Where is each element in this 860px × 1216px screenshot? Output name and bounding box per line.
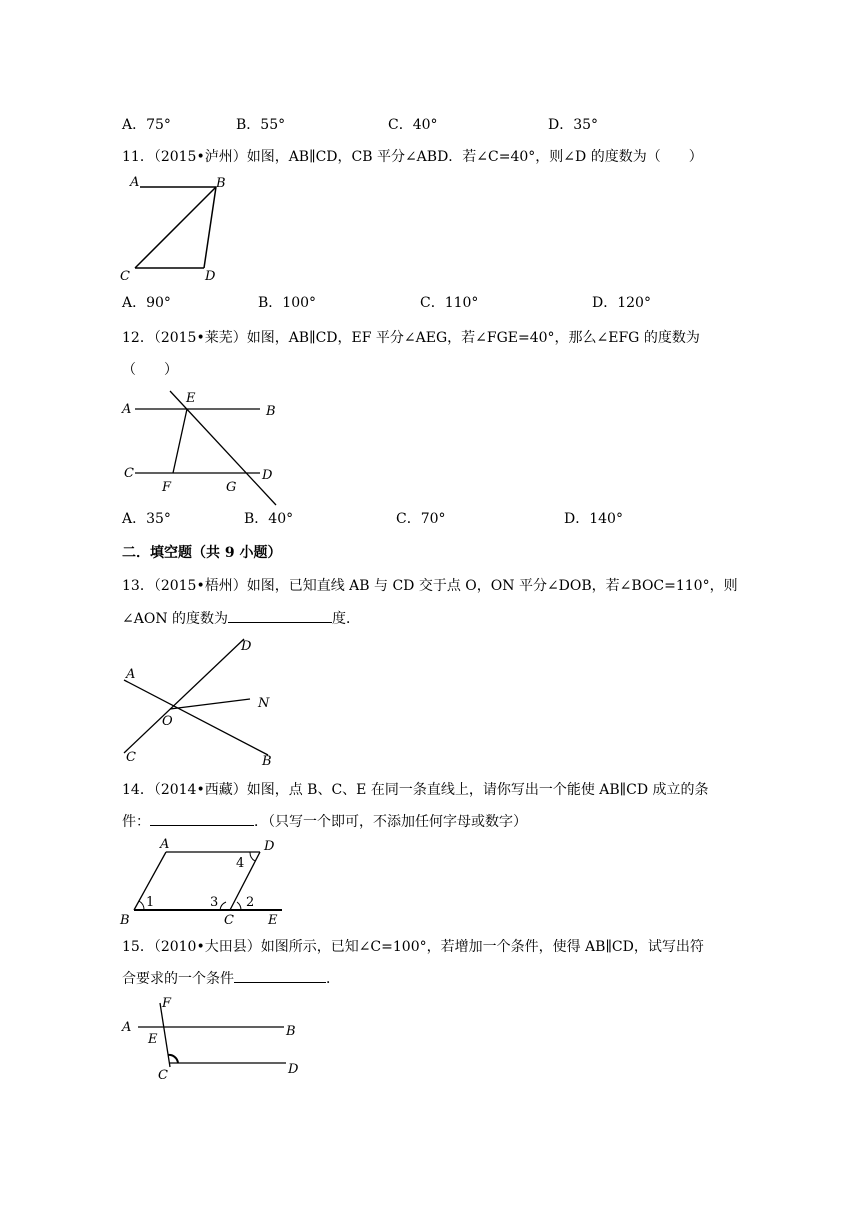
q14-stem-line1: 14．（2014•西藏）如图，点 B、C、E 在同一条直线上，请你写出一个能使 AB∥CD 成立的条: [122, 782, 709, 798]
q14-figure: [118, 836, 288, 926]
q13-label-d: D: [241, 639, 252, 654]
q12-label-b: B: [266, 404, 276, 419]
q15-label-a: A: [122, 1020, 132, 1035]
q15-figure: [118, 995, 308, 1085]
q14-label-a: A: [160, 837, 170, 852]
q14-label-d: D: [264, 839, 275, 854]
q11-label-b: B: [216, 176, 226, 191]
q12-option-a: A．35°: [122, 511, 171, 527]
q13-stem-post: 度．: [332, 611, 361, 627]
q10-option-d: D．35°: [548, 117, 599, 133]
q11-label-c: C: [120, 269, 130, 284]
q14-answer-blank[interactable]: [150, 811, 254, 826]
q13-label-n: N: [258, 696, 270, 711]
q11-option-d: D．120°: [592, 295, 651, 311]
q15-stem-pre: 合要求的一个条件: [122, 971, 234, 987]
q14-stem-pre: 件：: [122, 814, 150, 830]
q13-answer-blank[interactable]: [228, 608, 332, 623]
q13-figure: [120, 635, 280, 769]
q15-label-d: D: [288, 1062, 299, 1077]
q15-label-c: C: [158, 1068, 168, 1083]
q15-label-f: F: [162, 996, 172, 1011]
q13-stem-line1: 13．（2015•梧州）如图，已知直线 AB 与 CD 交于点 O，ON 平分∠DOB，若∠BOC=110°，则: [122, 578, 738, 594]
q11-option-c: C．110°: [420, 295, 479, 311]
q15-stem-line1: 15．（2010•大田县）如图所示，已知∠C=100°，若增加一个条件，使得 AB∥CD，试写出符: [122, 939, 704, 955]
q11-label-d: D: [205, 269, 216, 284]
q10-option-c: C．40°: [388, 117, 438, 133]
q12-option-d: D．140°: [564, 511, 623, 527]
q13-label-c: C: [126, 750, 136, 765]
q15-label-e: E: [148, 1032, 158, 1047]
q10-option-b: B．55°: [236, 117, 286, 133]
q12-figure: [120, 385, 290, 505]
q14-stem-post: ．（只写一个即可，不添加任何字母或数字）: [254, 814, 527, 830]
q15-label-b: B: [286, 1024, 296, 1039]
q14-label-e: E: [268, 913, 278, 928]
q13-label-a: A: [126, 667, 136, 682]
q15-stem-line2: [122, 968, 340, 988]
q12-label-c: C: [124, 466, 134, 481]
q11-figure: [120, 170, 230, 285]
q14-angle-1: 1: [146, 895, 155, 910]
q11-stem: 11．（2015•泸州）如图，AB∥CD，CB 平分∠ABD．若∠C=40°，则∠D 的度数为（ ）: [122, 149, 703, 165]
q12-option-b: B．40°: [244, 511, 294, 527]
q10-option-a: A．75°: [122, 117, 171, 133]
q15-stem-post: ．: [326, 971, 340, 987]
q14-stem-line2: [122, 811, 527, 831]
q12-label-f: F: [162, 480, 172, 495]
q14-angle-3: 3: [210, 895, 219, 910]
q12-stem-line1: 12．（2015•莱芜）如图，AB∥CD，EF 平分∠AEG，若∠FGE=40°，那么∠EFG 的度数为: [122, 330, 700, 346]
q13-stem-pre: ∠AON 的度数为: [122, 611, 229, 627]
q14-angle-2: 2: [246, 895, 255, 910]
q13-stem-line2: [122, 608, 360, 628]
q12-label-g: G: [226, 480, 237, 495]
section-title-fill-in: 二．填空题（共 9 小题）: [122, 545, 282, 561]
q12-option-c: C．70°: [396, 511, 446, 527]
q14-label-b: B: [120, 913, 130, 928]
q11-label-a: A: [130, 175, 140, 190]
q13-label-b: B: [262, 754, 272, 769]
q15-answer-blank[interactable]: [234, 968, 326, 983]
q13-label-o: O: [162, 714, 173, 729]
q14-angle-4: 4: [236, 856, 245, 871]
q11-option-a: A．90°: [122, 295, 171, 311]
q12-stem-line2: （ ）: [122, 362, 178, 378]
q11-option-b: B．100°: [258, 295, 317, 311]
q12-label-d: D: [262, 468, 273, 483]
q14-label-c: C: [224, 913, 234, 928]
q12-label-a: A: [122, 402, 132, 417]
q12-label-e: E: [186, 391, 196, 406]
